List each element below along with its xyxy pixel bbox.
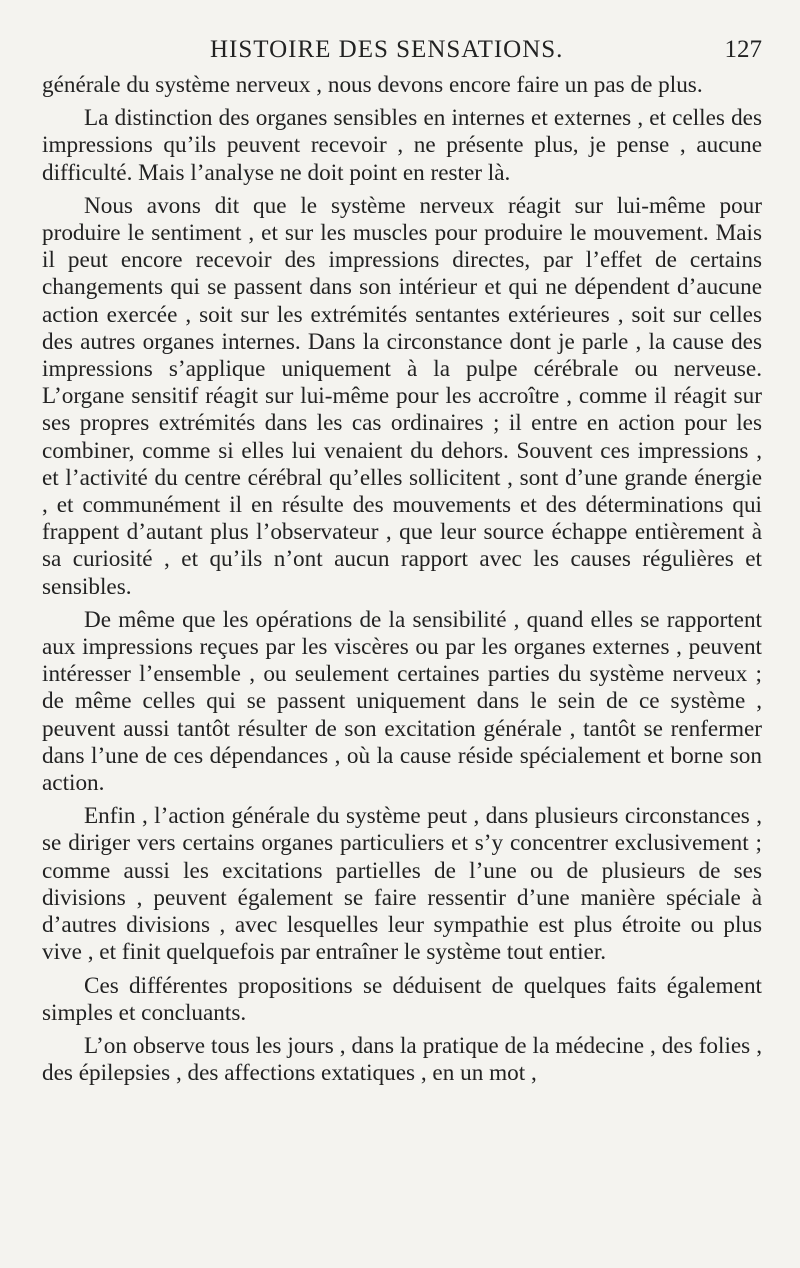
paragraph: Nous avons dit que le système nerveux réagit sur lui-même pour produire le sentiment , et sur les muscles pour produire le mouvement. Mais il peut encore recevoir des impressions directes, par l’effet de certains changements qui se passent dans son intérieur et qui ne dépendent d’aucune action exercée , soit sur les extrémités sentantes extérieures , soit sur celles des autres organes internes. Dans la circonstance dont je parle , la cause des impressions s’applique uniquement à la pulpe cérébrale ou nerveuse. L’organe sensitif réagit sur lui-même pour les accroître , comme il réagit sur ses propres extrémités dans les cas ordinaires ; il entre en action pour les combiner, comme si elles lui venaient du dehors. Souvent ces impressions , et l’activité du centre cérébral qu’elles sollicitent , sont d’une grande énergie , et communément il en résulte des mouvements et des déterminations qui frappent d’autant plus l’observateur , que leur source échappe entièrement à sa curiosité , et qu’ils n’ont aucun rapport avec les causes régulières et sensibles. xyxy=(42,192,762,600)
page-number: 127 xyxy=(724,36,762,63)
paragraph: Ces différentes propositions se déduisent de quelques faits également simples et concluants. xyxy=(42,972,762,1026)
paragraph: De même que les opérations de la sensibilité , quand elles se rapportent aux impressions reçues par les viscères ou par les organes externes , peuvent intéresser l’ensemble , ou seulement certaines parties du système nerveux ; de même celles qui se passent uniquement dans le sein de ce système , peuvent aussi tantôt résulter de son excitation générale , tantôt se renfermer dans l’une de ces dépendances , où la cause réside spécialement et borne son action. xyxy=(42,606,762,797)
paragraph: Enfin , l’action générale du système peut , dans plusieurs circonstances , se diriger vers certains organes particuliers et s’y concentrer exclusivement ; comme aussi les excitations partielles de l’une ou de plusieurs de ses divisions , peuvent également se faire ressentir d’une manière spéciale à d’autres divisions , avec lesquelles leur sympathie est plus étroite ou plus vive , et finit quelquefois par entraîner le système tout entier. xyxy=(42,803,762,966)
body-text xyxy=(42,72,762,1087)
paragraph: générale du système nerveux , nous devons encore faire un pas de plus. xyxy=(42,72,703,98)
paragraph: La distinction des organes sensibles en internes et externes , et celles des impressions qu’ils peuvent recevoir , ne présente plus, je pense , aucune difficulté. Mais l’analyse ne doit point en rester là. xyxy=(42,105,762,186)
running-title: HISTOIRE DES SENSATIONS. xyxy=(210,36,564,63)
paragraph: L’on observe tous les jours , dans la pratique de la médecine , des folies , des épilepsies , des affections extatiques , en un mot , xyxy=(42,1032,762,1087)
page-header xyxy=(42,36,762,72)
